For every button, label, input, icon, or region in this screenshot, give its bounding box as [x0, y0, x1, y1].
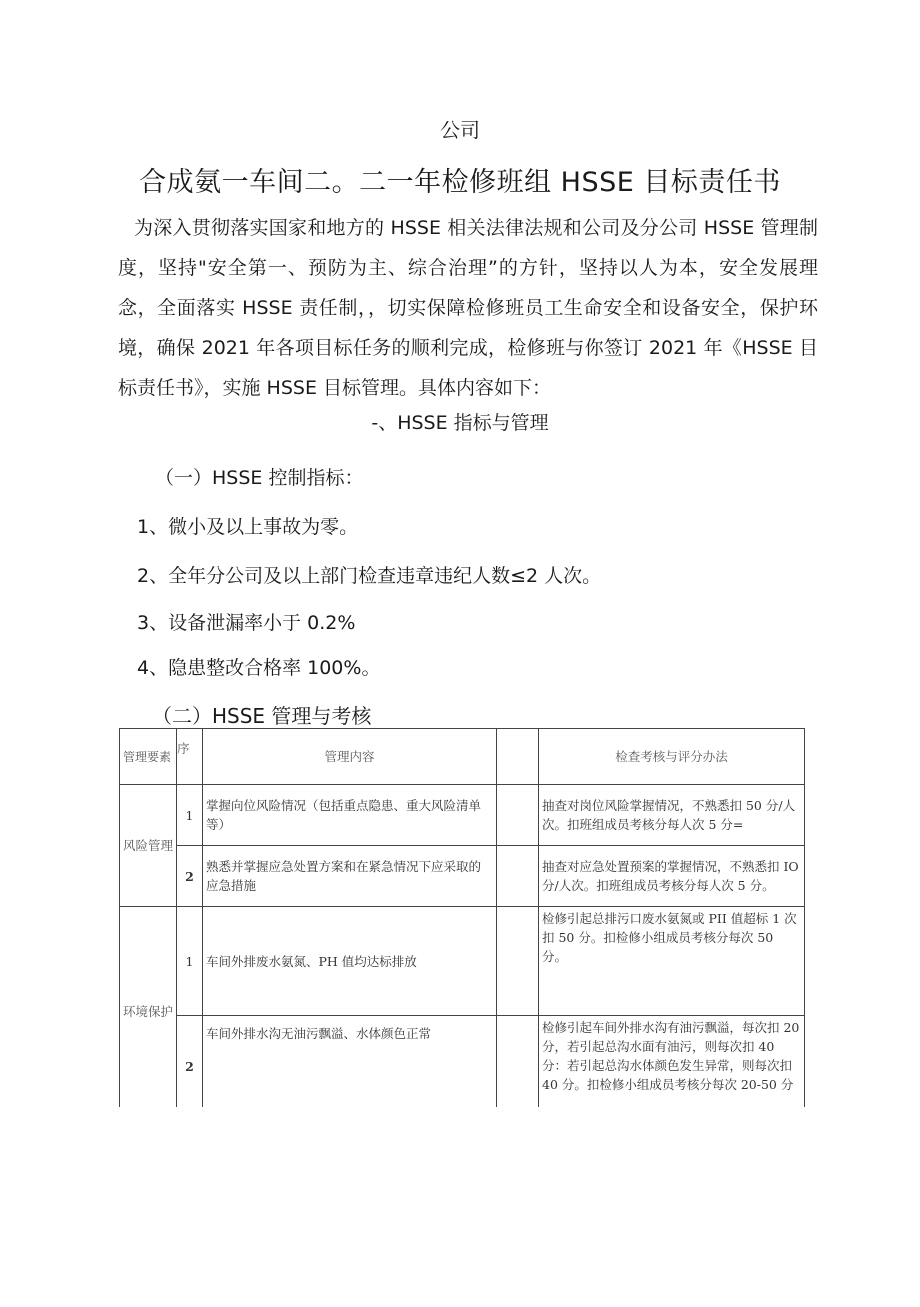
row-seq: 2 [177, 846, 203, 907]
row-blank [497, 1016, 539, 1117]
row-seq: 2 [177, 1016, 203, 1117]
row-seq: 1 [177, 785, 203, 846]
row-content: 车间外排水沟无油污飘溢、水体颜色正常 [203, 1016, 497, 1117]
element-risk-management: 风险管理 [120, 785, 177, 907]
row-method: 检修引起车间外排水沟有油污飘溢，每次扣 20 分，若引起总沟水面有油污，则每次扣 40 分：若引起总沟水体颜色发生异常，则每次扣 40 分。扣检修小组成员考核分每次 20-50 分 [539, 1016, 805, 1117]
header-content: 管理内容 [203, 729, 497, 785]
element-environmental-protection: 环境保护 [120, 907, 177, 1117]
row-content: 车间外排废水氨氮、PH 值均达标排放 [203, 907, 497, 1016]
header-method: 检查考核与评分办法 [539, 729, 805, 785]
table-row [120, 1016, 805, 1117]
row-seq: 1 [177, 907, 203, 1016]
document-title: 合成氨一车间二。二一年检修班组 HSSE 目标责任书 [139, 167, 781, 198]
table-row [120, 785, 805, 846]
indicator-item: 3、设备泄漏率小于 0.2% [137, 612, 356, 634]
header-element: 管理要素 [120, 729, 177, 785]
row-blank [497, 846, 539, 907]
header-seq: 序 [177, 729, 203, 785]
row-method: 检修引起总排污口废水氨氮或 PII 值超标 1 次扣 50 分。扣检修小组成员考核分每次 50 分。 [539, 907, 805, 1016]
intro-paragraph: 为深入贯彻落实国家和地方的 HSSE 相关法律法规和公司及分公司 HSSE 管理制度，坚持"安全第一、预防为主、综合治理”的方针，坚持以人为本，安全发展理念，全面落实 HSSE 责任制，，切实保障检修班员工生命安全和设备安全，保护环境，确保 2021 年各项目标任务的顺利完成，检修班与你签订 2021 年《HSSE 目标责任书》，实施 HSSE 目标管理。具体内容如下： [118, 217, 818, 399]
company-name: 公司 [440, 118, 480, 142]
table-row [120, 846, 805, 907]
indicator-item: 4、隐患整改合格率 100%。 [137, 657, 381, 679]
row-method: 抽查对岗位风险掌握情况，不熟悉扣 50 分/人次。扣班组成员考核分每人次 5 分= [539, 785, 805, 846]
page-bottom-mask [110, 1107, 820, 1307]
row-blank [497, 907, 539, 1016]
subsection-control-indicators: （一）HSSE 控制指标： [155, 467, 364, 489]
assessment-table [119, 728, 805, 1117]
header-blank [497, 729, 539, 785]
indicator-item: 1、微小及以上事故为零。 [137, 516, 359, 538]
row-blank [497, 785, 539, 846]
section-heading: -、HSSE 指标与管理 [371, 412, 549, 434]
table-row [120, 907, 805, 1016]
row-method: 抽查对应急处置预案的掌握情况，不熟悉扣 IO 分/人次。扣班组成员考核分每人次 5 分。 [539, 846, 805, 907]
row-content: 掌握向位风险情况（包括重点隐患、重大风险清单等） [203, 785, 497, 846]
row-content: 熟悉并掌握应急处置方案和在紧急情况下应采取的应急措施 [203, 846, 497, 907]
indicator-item: 2、全年分公司及以上部门检查违章违纪人数≤2 人次。 [137, 565, 602, 587]
table-header-row [120, 729, 805, 785]
subsection-management-assessment: （二）HSSE 管理与考核 [152, 704, 372, 728]
